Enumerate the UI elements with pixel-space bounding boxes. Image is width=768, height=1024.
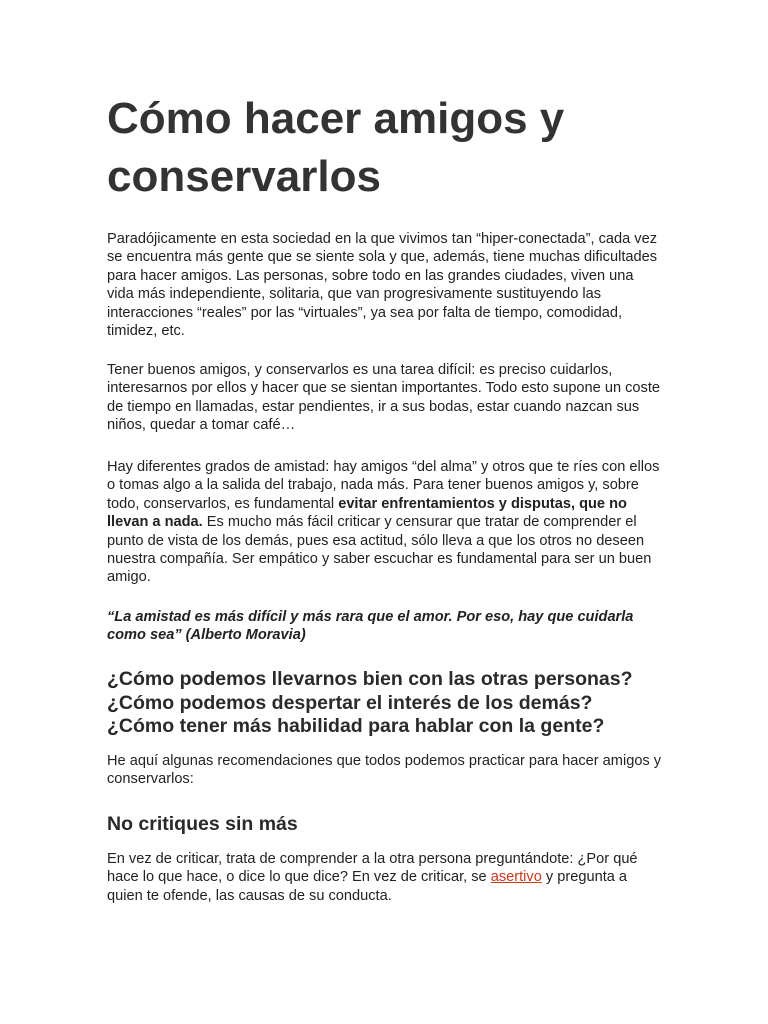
intro-paragraph: Paradójicamente en esta sociedad en la que vivimos tan “hiper-conectada”, cada vez se encuentra más gente que se siente sola y que, además, tiene muchas dificultades para hacer amigos. Las personas, sobre todo en las grandes ciudades, viven una vida más independiente, solitaria, que van progresivamente sustituyendo las interacciones “reales” por las “virtuales”, ya sea por falta de tiempo, comodidad, timidez, etc. bbox=[107, 231, 658, 340]
page-title: Cómo hacer amigos y conservarlos bbox=[107, 94, 565, 201]
recommendations-intro-paragraph: He aquí algunas recomendaciones que todos podemos practicar para hacer amigos y conservarlos: bbox=[107, 753, 662, 788]
moravia-quote: “La amistad es más difícil y más rara que el amor. Por eso, hay que cuidarla como sea” (Alberto Moravia) bbox=[107, 609, 634, 644]
questions-heading: ¿Cómo podemos llevarnos bien con las otras personas? ¿Cómo podemos despertar el interés de los demás? ¿Cómo tener más habilidad para hablar con la gente? bbox=[107, 668, 633, 737]
friends-paragraph: Tener buenos amigos, y conservarlos es una tarea difícil: es preciso cuidarlos, interesarnos por ellos y hacer que se sientan importantes. Todo esto supone un coste de tiempo en llamadas, estar pendientes, ir a sus bodas, estar cuando nazcan sus niños, quedar a tomar café… bbox=[107, 362, 661, 434]
no-critiques-text-end: y pregunta a quien te ofende, las causas de su conducta. bbox=[107, 869, 628, 904]
friendship-degrees-text-end: Es mucho más fácil criticar y censurar que tratar de comprender el punto de vista de los demás, pues esa actitud, sólo lleva a que los otros no deseen nuestra compañía. Ser empático y saber escuchar es fundamental para ser un buen amigo. bbox=[107, 514, 652, 586]
friendship-degrees-emphasis: evitar enfrentamientos y disputas, que no llevan a nada. bbox=[107, 495, 627, 531]
section-heading-no-critiques: No critiques sin más bbox=[107, 813, 298, 835]
no-critiques-paragraph bbox=[107, 850, 663, 905]
friendship-degrees-text-start: Hay diferentes grados de amistad: hay amigos “del alma” y otros que te ríes con ellos o tomas algo a la salida del trabajo, nada más. Para tener buenos amigos y, sobre todo, conservarlos, es fundamental bbox=[107, 459, 660, 512]
asertivo-link[interactable]: asertivo bbox=[490, 869, 542, 886]
no-critiques-text-start: En vez de criticar, trata de comprender a la otra persona preguntándote: ¿Por qué hace lo que hace, o dice lo que dice? En vez de criticar, se bbox=[107, 851, 638, 886]
friendship-degrees-paragraph bbox=[107, 458, 663, 587]
